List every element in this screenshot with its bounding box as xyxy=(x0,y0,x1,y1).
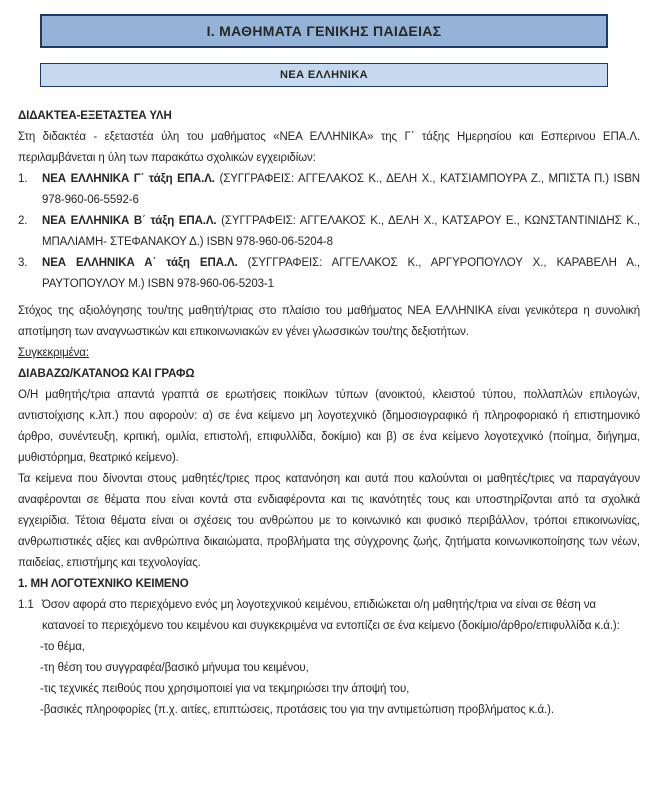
book-details: (ΣΥΓΓΡΑΦΕΙΣ: ΑΓΓΕΛΑΚΟΣ Κ., ΑΡΓΥΡΟΠΟΥΛΟΥ Χ., ΚΑΡΑΒΕΛΗ Α., ΡΑΥΤΟΠΟΥΛΟΥ Μ.) ISBN 978-960-06-5203-1 xyxy=(42,257,640,290)
book-details: (ΣΥΓΓΡΑΦΕΙΣ: ΑΓΓΕΛΑΚΟΣ Κ., ΔΕΛΗ Χ., ΚΑΤΣΑΡΟΥ Ε., ΚΩΝΣΤΑΝΤΙΝΙΔΗΣ Κ., ΜΠΑΛΙΑΜΗ- ΣΤΕΦΑΝΑΚΟΥ Δ.) ISBN 978-960-06-5204-8 xyxy=(42,215,640,248)
section-banner xyxy=(40,14,608,48)
bullet-line-author-position: -τη θέση του συγγραφέα/βασικό μήνυμα του κειμένου, xyxy=(40,662,309,674)
specifically-line xyxy=(18,343,640,364)
bullet-line-theme: -το θέμα, xyxy=(40,641,85,653)
texts-themes-paragraph: Τα κείμενα που δίνονται στους μαθητές/τριες προς κατανόηση και αυτά που καλούνται οι μαθητές/τριες να παραγάγουν αναφέρονται σε θέματα που είναι κοντά στα ενδιαφέροντα και τις ικανότητές τους και υποστηρίζονται από τα σχολικά εγχειρίδια. Τέτοια θέματα είναι οι σχέσεις του ανθρώπου με το κοινωνικό και φυσικό περιβάλλον, τρόποι επικοινωνίας, ανθρωπιστικές αξίες και ανθρώπινα δικαιώματα, προβλήματα της σύγχρονης ζωής, ζητήματα κοινωνικοποίησης των νέων, παιδείας, επιστήμης και τεχνολογίας. xyxy=(18,473,640,569)
subject-banner-title: ΝΕΑ ΕΛΛΗΝΙΚΑ xyxy=(280,69,368,81)
book-number: 1. xyxy=(18,173,28,185)
assessment-goal-paragraph: Στόχος της αξιολόγησης του/της μαθητή/τριας στο πλαίσιο του μαθήματος ΝΕΑ ΕΛΛΗΝΙΚΑ είναι γενικότερα η συνολική αποτίμηση των αναγνωστικών και επικοινωνιακών εν γένει γλωσσικών του/της δεξιοτήτων. xyxy=(18,305,640,338)
item-1-1-number: 1.1 xyxy=(18,599,34,611)
non-literary-heading: 1. ΜΗ ΛΟΓΟΤΕΧΝΙΚΟ ΚΕΙΜΕΝΟ xyxy=(18,578,189,590)
item-1-1 xyxy=(18,595,640,637)
syllabus-heading: ΔΙΔΑΚΤΕΑ-ΕΞΕΤΑΣΤΕΑ ΥΛΗ xyxy=(18,110,172,122)
book-item-2 xyxy=(18,211,640,253)
read-write-heading: ΔΙΑΒΑΖΩ/ΚΑΤΑΝΟΩ ΚΑΙ ΓΡΑΦΩ xyxy=(18,368,195,380)
bullet-line-persuasion-techniques: -τις τεχνικές πειθούς που χρησιμοποιεί για να τεκμηριώσει την άποψή του, xyxy=(40,683,410,695)
book-title: ΝΕΑ ΕΛΛΗΝΙΚΑ Α΄ τάξη ΕΠΑ.Λ. xyxy=(42,257,238,269)
item-1-1-text: Όσον αφορά στο περιεχόμενο ενός μη λογοτεχνικού κειμένου, επιδιώκεται ο/η μαθητής/τρια να είναι σε θέση να κατανοεί το περιεχόμενο του κειμένου και συγκεκριμένα να εντοπίζει σε ένα κείμενο (δοκίμιο/άρθρο/επιφυλλίδα κ.ά.): xyxy=(42,599,620,632)
book-number: 3. xyxy=(18,257,28,269)
book-title: ΝΕΑ ΕΛΛΗΝΙΚΑ Β΄ τάξη ΕΠΑ.Λ. xyxy=(42,215,217,227)
bullet-line-basic-information: -βασικές πληροφορίες (π.χ. αιτίες, επιπτώσεις, προτάσεις του για την αντιμετώπιση προβλήματος κ.ά.). xyxy=(40,704,554,716)
intro-paragraph: Στη διδακτέα - εξεταστέα ύλη του μαθήματος «ΝΕΑ ΕΛΛΗΝΙΚΑ» της Γ΄ τάξης Ημερησίου και Εσπερινου ΕΠΑ.Λ. περιλαμβάνεται η ύλη των παρακάτω σχολικών εγχειριδίων: xyxy=(18,131,640,164)
bullet-list xyxy=(18,637,640,721)
section-banner-title: Ι. ΜΑΘΗΜΑΤΑ ΓΕΝΙΚΗΣ ΠΑΙΔΕΙΑΣ xyxy=(206,23,442,39)
book-item-1 xyxy=(18,169,640,211)
book-item-3 xyxy=(18,253,640,295)
book-title: ΝΕΑ ΕΛΛΗΝΙΚΑ Γ΄ τάξη ΕΠΑ.Λ. xyxy=(42,173,215,185)
specifically-label: Συγκεκριμένα: xyxy=(18,347,89,359)
subject-banner xyxy=(40,63,608,87)
book-list xyxy=(18,169,640,295)
book-details: (ΣΥΓΓΡΑΦΕΙΣ: ΑΓΓΕΛΑΚΟΣ Κ., ΔΕΛΗ Χ., ΚΑΤΣΙΑΜΠΟΥΡΑ Ζ., ΜΠΙΣΤΑ Π.) ISBN 978-960-06-5592-6 xyxy=(42,173,640,206)
question-types-paragraph: Ο/Η μαθητής/τρια απαντά γραπτά σε ερωτήσεις ποικίλων τύπων (ανοικτού, κλειστού τύπου, πολλαπλών επιλογών, αντιστοίχισης κ.λπ.) που αφορούν: α) σε ένα κείμενο μη λογοτεχνικό (δημοσιογραφικό ή πληροφοριακό ή επιστημονικό άρθρο, συνέντευξη, κριτική, ομιλία, επιστολή, επιφυλλίδα, δοκίμιο) και β) σε ένα κείμενο λογοτεχνικό (ποίημα, διήγημα, μυθιστόρημα, θεατρικό κείμενο). xyxy=(18,389,640,464)
book-number: 2. xyxy=(18,215,28,227)
document-body xyxy=(0,87,645,721)
